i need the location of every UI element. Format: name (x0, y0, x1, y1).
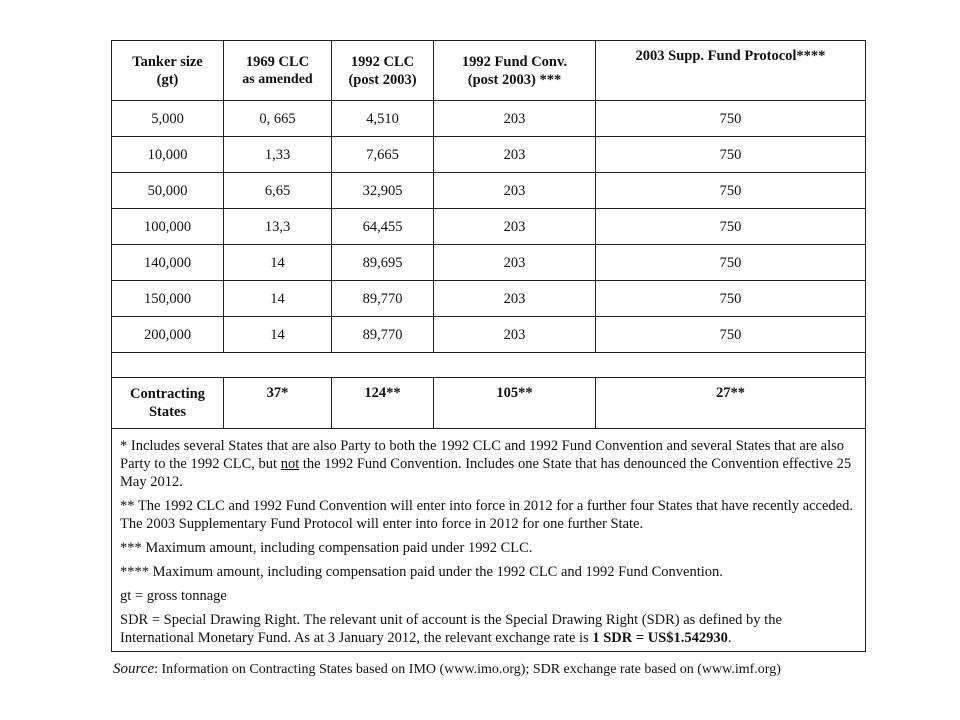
cell-tanker-size: 200,000 (112, 317, 224, 353)
cell-1992-fund-conv: 203 (434, 281, 596, 317)
header-1969-clc (224, 41, 332, 101)
spacer-cell (112, 353, 866, 378)
header-line: 2003 Supp. Fund Protocol**** (635, 48, 826, 64)
table-row (112, 281, 866, 317)
cell-1969-clc: 14 (224, 281, 332, 317)
header-tanker-size (112, 41, 224, 101)
note-text: . (727, 630, 732, 646)
cell-1992-fund-conv: 203 (434, 209, 596, 245)
cell-tanker-size: 5,000 (112, 101, 224, 137)
cell-1992-clc: 64,455 (332, 209, 434, 245)
note-text: the 1992 Fund Convention. Includes one State that has denounced the Convention effective 25 May 2012. (120, 456, 852, 490)
cell-tanker-size: 150,000 (112, 281, 224, 317)
source-label: Source (113, 661, 155, 677)
cell-1992-clc: 89,695 (332, 245, 434, 281)
source-line (113, 660, 913, 679)
note-3: *** Maximum amount, including compensation paid under 1992 CLC. (120, 540, 533, 556)
note-1 (120, 437, 859, 491)
table-row (112, 245, 866, 281)
header-1992-fund-conv (434, 41, 596, 101)
cell-1992-fund-conv: 203 (434, 101, 596, 137)
contracting-1992-fund: 105** (434, 378, 596, 429)
header-line: 1969 CLC (245, 53, 310, 70)
contracting-1969-clc: 37* (224, 378, 332, 429)
label-line: States (148, 404, 187, 420)
cell-1969-clc: 0, 665 (224, 101, 332, 137)
contracting-1992-clc: 124** (332, 378, 434, 429)
cell-1992-fund-conv: 203 (434, 245, 596, 281)
note-underline: not (280, 456, 300, 472)
cell-1992-fund-conv: 203 (434, 317, 596, 353)
cell-1969-clc: 1,33 (224, 137, 332, 173)
cell-1992-fund-conv: 203 (434, 137, 596, 173)
spacer-row (112, 353, 866, 378)
header-line: (post 2003) *** (467, 71, 562, 88)
cell-1992-clc: 4,510 (332, 101, 434, 137)
note-bold: 1 SDR = US$1.542930 (592, 630, 728, 646)
contracting-2003-supp: 27** (596, 378, 866, 429)
cell-2003-supp-fund: 750 (596, 173, 866, 209)
cell-tanker-size: 10,000 (112, 137, 224, 173)
label-line: Contracting (130, 386, 205, 402)
cell-1992-clc: 89,770 (332, 317, 434, 353)
cell-2003-supp-fund: 750 (596, 209, 866, 245)
liability-table (111, 40, 866, 652)
table-row (112, 101, 866, 137)
cell-1969-clc: 6,65 (224, 173, 332, 209)
header-line: Tanker size (132, 53, 203, 70)
notes-row (112, 429, 866, 652)
table-row (112, 173, 866, 209)
cell-tanker-size: 100,000 (112, 209, 224, 245)
table-row (112, 317, 866, 353)
source-text: : Information on Contracting States based on IMO (www.imo.org); SDR exchange rate based on (www.imf.org) (154, 662, 781, 677)
cell-1969-clc: 13,3 (224, 209, 332, 245)
contracting-states-label (112, 378, 224, 429)
note-2: ** The 1992 CLC and 1992 Fund Convention will enter into force in 2012 for a further four States that have recently acceded. The 2003 Supplementary Fund Protocol will enter into force in 2012 for one further State. (120, 498, 853, 532)
header-2003-supp-fund (596, 41, 866, 101)
header-line: 1992 Fund Conv. (461, 53, 568, 70)
cell-2003-supp-fund: 750 (596, 101, 866, 137)
header-line: (post 2003) (348, 71, 417, 88)
cell-tanker-size: 50,000 (112, 173, 224, 209)
header-line: as amended (242, 71, 313, 87)
cell-1969-clc: 14 (224, 317, 332, 353)
cell-2003-supp-fund: 750 (596, 245, 866, 281)
note-4: **** Maximum amount, including compensation paid under the 1992 CLC and 1992 Fund Convention. (120, 564, 723, 580)
cell-2003-supp-fund: 750 (596, 137, 866, 173)
note-6 (120, 611, 859, 647)
cell-tanker-size: 140,000 (112, 245, 224, 281)
contracting-states-row (112, 378, 866, 429)
notes-cell (112, 429, 866, 652)
note-text: * Includes several States that are also Party to both the 1992 CLC and 1992 Fund Convention and several States that are also Party to the 1992 CLC, but (120, 438, 845, 472)
note-5: gt = gross tonnage (120, 588, 227, 604)
table-row (112, 137, 866, 173)
cell-1969-clc: 14 (224, 245, 332, 281)
header-line: (gt) (156, 71, 179, 88)
cell-1992-fund-conv: 203 (434, 173, 596, 209)
header-row (112, 41, 866, 101)
cell-1992-clc: 32,905 (332, 173, 434, 209)
cell-1992-clc: 7,665 (332, 137, 434, 173)
cell-2003-supp-fund: 750 (596, 317, 866, 353)
note-text: SDR = Special Drawing Right. The relevant unit of account is the Special Drawing Right (SDR) as defined by the International Monetary Fund. As at 3 January 2012, the relevant exchange rate is (120, 612, 782, 646)
cell-2003-supp-fund: 750 (596, 281, 866, 317)
header-1992-clc (332, 41, 434, 101)
table-row (112, 209, 866, 245)
header-line: 1992 CLC (350, 53, 415, 70)
cell-1992-clc: 89,770 (332, 281, 434, 317)
